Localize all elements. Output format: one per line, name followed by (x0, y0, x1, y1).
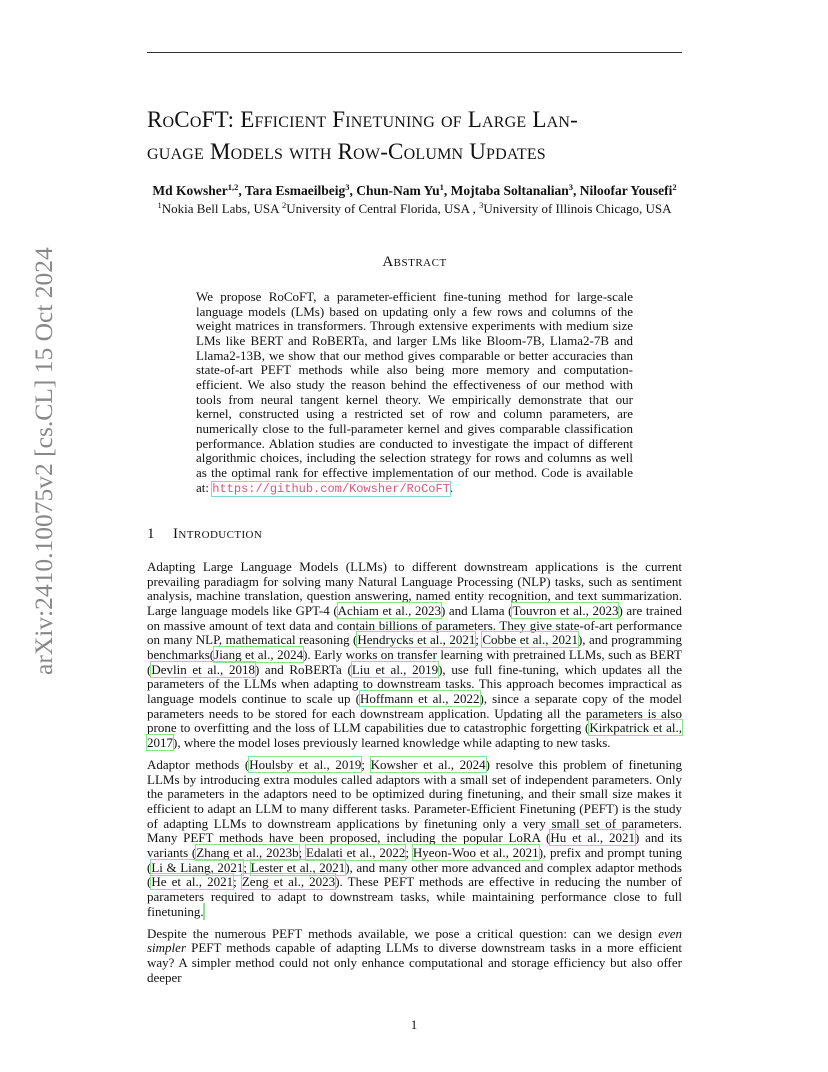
citation-link[interactable]: Hendrycks et al., 2021 (357, 632, 476, 648)
affiliation-marker: 3 (568, 182, 574, 192)
citation-link[interactable]: Edalati et al., 2022 (306, 844, 406, 860)
text-run: ). Early works on transfer learning with pretrained LLMs, such as BERT ( (147, 646, 682, 677)
affiliation: Nokia Bell Labs, USA (161, 201, 279, 216)
title-line-2: guage Models with Row-Column Updates (147, 139, 546, 164)
text-run: ; (243, 859, 251, 875)
author-list: Md Kowsher$^{1,2}$, Tara Esmaeilbeig$^3$, Chun-Nam Yu$^1$, Mojtaba Soltanalian$^3$, Niloofar Yousefi$^2$ (152, 182, 677, 198)
author-name: Chun-Nam Yu (356, 183, 440, 198)
citation-link[interactable]: Hyeon-Woo et al., 2021 (412, 844, 539, 860)
arxiv-identifier: arXiv:2410.10075v2 [cs.CL] 15 Oct 2024 (29, 247, 58, 675)
affiliation-marker: 2 (282, 200, 287, 210)
author-name: Niloofar Yousefi (579, 183, 673, 198)
text-run: Despite the numerous PEFT methods available, we pose a critical question: can we design (147, 925, 659, 941)
text-run: ) and RoBERTa ( (254, 661, 352, 677)
title-line-1: RoCoFT: Efficient Finetuning of Large Lan- (147, 107, 578, 132)
author-name: Tara Esmaeilbeig (244, 183, 346, 198)
text-run: ; (361, 757, 371, 773)
author-name: Mojtaba Soltanalian (450, 183, 569, 198)
citation-link[interactable]: Zhang et al., 2023b (196, 844, 299, 860)
text-run: PEFT methods capable of adapting LLMs to diverse downstream tasks in a more efficient way? A simpler method could not only enhance computational and storage efficiency but also offer deeper (147, 940, 682, 985)
page-number: 1 (410, 1017, 418, 1032)
citation-link[interactable]: He et al., 2021 (151, 874, 234, 890)
text-run: ), prefix and prompt tuning ( (147, 844, 682, 875)
citation-link[interactable]: Achiam et al., 2023 (337, 602, 441, 618)
abstract-heading: Abstract (382, 254, 447, 270)
text-run: ) and its variants ( (147, 830, 683, 860)
text-run: ) are trained on massive amount of text data and contain billions of parameters. They give state-of-art performance on many NLP, mathematical reasoning ( (147, 602, 682, 648)
text-run: ), where the model loses previously learned knowledge while adapting to new tasks. (173, 734, 611, 750)
text-run: ), and programming benchmarks( (147, 632, 682, 662)
text-run: ), since a separate copy of the model parameters needs to be stored for each downstream application. Updating all the parameters is also prone to overfitting and the loss of LLM capabilities due to catastrophic forgetting ( (147, 690, 682, 736)
citation-link[interactable]: Hu et al., 2021 (550, 830, 635, 846)
citation-link[interactable]: Kowsher et al., 2024 (370, 757, 486, 773)
emphasis: even simpler (147, 925, 682, 956)
text-run: ) resolve this problem of finetuning LLMs by introducing extra modules called adaptors with a small set of independent parameters. Only the parameters in the adaptors need to be optimized during finetuning, and their small size makes it efficient to adapt an LLM to many different tasks. Parameter-Efficient Finetuning (PEFT) is the study of adapting LLMs to downstream applications by finetuning only a very small set of parameters. Many PEFT methods have been proposed, including the popular LoRA ( (147, 757, 682, 846)
citation-link[interactable]: Cobbe et al., 2021 (482, 632, 578, 648)
citation-link[interactable]: Liu et al., 2019 (351, 661, 439, 677)
introduction-body (147, 560, 682, 993)
citation-link[interactable]: Devlin et al., 2018 (151, 661, 255, 677)
section-heading (147, 526, 262, 543)
top-rule (147, 52, 682, 53)
affiliation: University of Central Florida, USA , (286, 201, 476, 216)
affiliation-marker: 3 (479, 200, 484, 210)
abstract-end: . (449, 479, 454, 495)
citation-link[interactable]: Jiang et al., 2024 (214, 646, 304, 662)
text-run: ; (405, 844, 413, 860)
paper-title (147, 104, 687, 168)
affiliation-marker: 1,2 (227, 182, 239, 192)
citation-link[interactable]: Zeng et al., 2023 (241, 874, 336, 890)
citation-link[interactable]: Touvron et al., 2023 (512, 602, 619, 618)
section-number: 1 (147, 526, 155, 542)
affiliations (147, 200, 682, 218)
text-run: ), use full fine-tuning, which updates all the parameters of the LLMs when adapting to downstream tasks. This approach becomes impractical as language models continue to scale up ( (147, 661, 682, 706)
affiliation-marker: 3 (345, 182, 350, 192)
code-link[interactable]: https://github.com/Kowsher/RoCoFT (212, 481, 450, 496)
abstract-body (196, 290, 633, 496)
text-run: ; (475, 632, 483, 648)
citation-link[interactable]: Kirkpatrick et al., 2017 (147, 720, 683, 750)
abstract-text: We propose RoCoFT, a parameter-efficient fine-tuning method for large-scale language models (LMs) based on updating only a few rows and columns of the weight matrices in transformers. Through extensive experiments with medium size LMs like BERT and RoBERTa, and larger LMs like Bloom-7B, Llama2-7B and Llama2-13B, we show that our method gives comparable or better accuracies than state-of-art PEFT methods while also being more memory and computation-efficient. We also study the reason behind the effectiveness of our method with tools from neural tangent kernel theory. We empirically demonstrate that our kernel, constructed using a restricted set of row and column parameters, are numerically close to the full-parameter kernel and gives comparable classification performance. Ablation studies are conducted to investigate the impact of different algorithmic choices, including the selection strategy for rows and columns as well as the optimal rank for effective implementation of our method. Code is available at: (196, 289, 633, 495)
paragraph (147, 758, 682, 919)
citation-link[interactable]: Houlsby et al., 2019 (249, 757, 362, 773)
text-run: Adapting Large Language Models (LLMs) to different downstream applications is the current prevailing paradiagm for solving many Natural Language Processing (NLP) tasks, such as sentiment analysis, machine translation, question answering, named entity recognition, and text summarization. Large language models like GPT-4 ( (147, 559, 682, 618)
paragraph (147, 560, 682, 751)
citation-link[interactable]: Li & Liang, 2021 (151, 859, 244, 875)
text-run: ), and many other more advanced and complex adaptor methods ( (147, 859, 682, 890)
affiliation-marker: 2 (672, 182, 677, 192)
text-run: ) and Llama ( (440, 602, 513, 618)
affiliation: University of Illinois Chicago, USA (483, 201, 672, 216)
paragraph (147, 927, 682, 986)
section-title: Introduction (173, 526, 263, 542)
citation-link[interactable]: Lester et al., 2021 (250, 859, 346, 875)
text-run: ). These PEFT methods are effective in reducing the number of parameters required to adapt to downstream tasks, while maintaining performance close to full finetuning. (147, 874, 683, 919)
affiliation-marker: 1 (157, 200, 162, 210)
text-run: ; (233, 874, 242, 890)
text-run: Adaptor methods ( (147, 757, 250, 773)
affiliation-marker: 1 (439, 182, 444, 192)
author-name: Md Kowsher (152, 183, 228, 198)
citation-link[interactable]: Hoffmann et al., 2022 (359, 690, 480, 706)
text-run: ; (298, 844, 306, 860)
